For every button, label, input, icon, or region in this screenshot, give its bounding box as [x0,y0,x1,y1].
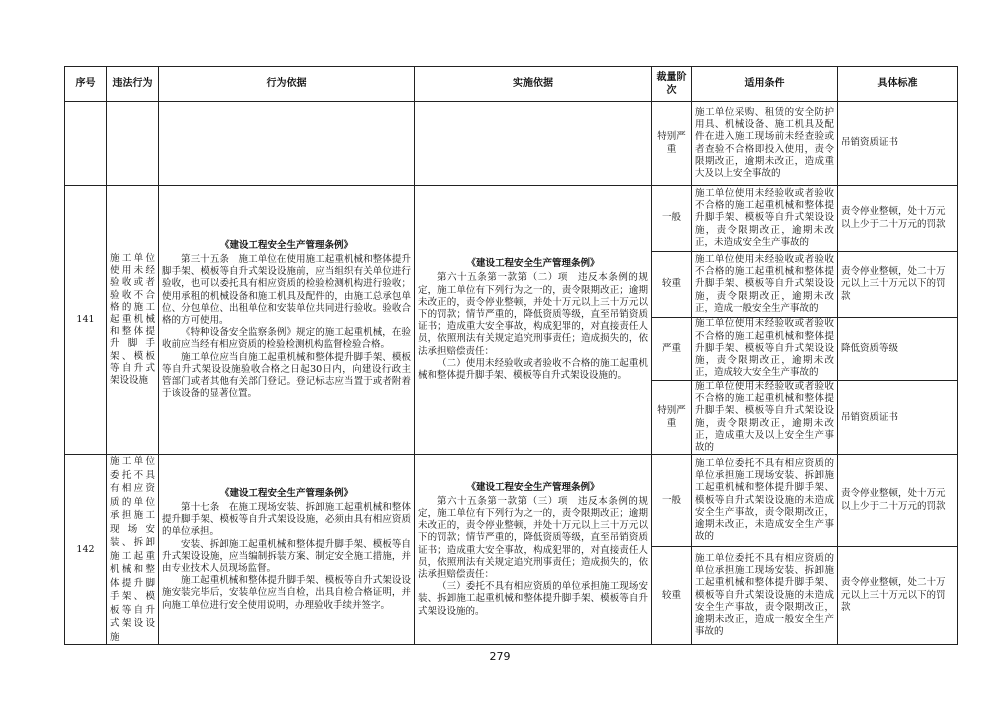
cell-cond: 施工单位委托不具有相应资质的单位承担施工现场安装、拆卸施工起重机械和整体提升脚手架、模板等自升式架设设施的未造成安全生产事故，责令限期改正，逾期未改正，造成一般安全生产事故的 [692,547,838,645]
header-basis: 行为依据 [159,67,415,102]
cell-cond: 施工单位使用未经验收或者验收不合格的施工起重机械和整体提升脚手架、模板等自升式架设设施，责令限期改正，逾期未改正，造成较大安全生产事故的 [692,318,838,381]
behavior-text: 施工单位委托不具有相应资质的单位承担施工现场安装、拆卸施工起重机械和整体提升脚手架、模板等自升式架设设施 [107,455,159,645]
cell-impl [415,102,652,186]
header-behavior: 违法行为 [107,67,159,102]
basis-paragraph: 安装、拆卸施工起重机械和整体提升脚手架、模板等自升式架设设施，应当编制拆装方案、制定安全施工措施，并由专业技术人员现场监督。 [162,538,411,574]
cell-cond: 施工单位使用未经验收或者验收不合格的施工起重机械和整体提升脚手架、模板等自升式架设设施，责令限期改正，逾期未改正，造成重大及以上安全生产事故的 [692,381,838,455]
penalty-table [64,66,958,645]
behavior-text: 施工单位使用未经验收或者验收不合格的施工起重机械和整体提升脚手架、模板等自升式架设设施 [107,186,159,455]
cell-no [65,102,107,186]
header-cond: 适用条件 [692,67,838,102]
impl-title: 《建设工程安全生产管理条例》 [466,481,600,493]
cell-std: 降低资质等级 [838,318,958,381]
row-number: 141 [65,186,107,455]
table-row [65,455,958,547]
cell-cond: 施工单位使用未经验收或者验收不合格的施工起重机械和整体提升脚手架、模板等自升式架设设施，责令限期改正，逾期未改正，未造成安全生产事故的 [692,186,838,252]
impl-text [415,455,652,645]
basis-paragraph: 《特种设备安全监察条例》规定的施工起重机械，在验收前应当经有相应资质的检验检测机构监督检验合格。 [162,327,411,351]
impl-paragraph: 第六十五条第一款第（三）项 违反本条例的规定，施工单位有下列行为之一的，责令限期改正；逾期未改正的，责令停业整顿，并处十万元以上三十万元以下的罚款；情节严重的，降低资质等级，直至吊销资质证书；造成重大安全事故，构成犯罪的，对直接责任人员，依照刑法有关规定追究刑事责任；造成损失的，依法承担赔偿责任： [418,495,648,581]
cell-level: 特别严重 [652,381,692,455]
header-no: 序号 [65,67,107,102]
cell-std: 责令停业整顿，处二十万元以上三十万元以下的罚款 [838,547,958,645]
impl-paragraph: （三）委托不具有相应资质的单位承担施工现场安装、拆卸施工起重机械和整体提升脚手架、模板等自升式架设设施的。 [418,581,648,617]
cell-std: 吊销资质证书 [838,102,958,186]
basis-paragraph: 第十七条 在施工现场安装、拆卸施工起重机械和整体提升脚手架、模板等自升式架设设施，必须由具有相应资质的单位承担。 [162,501,411,538]
basis-paragraph: 施工起重机械和整体提升脚手架、模板等自升式架设设施安装完毕后，安装单位应当自检，出具自检合格证明，并向施工单位进行安全使用说明，办理验收手续并签字。 [162,575,411,611]
impl-paragraph: （二）使用未经验收或者验收不合格的施工起重机械和整体提升脚手架、模板等自升式架设设施的。 [418,357,648,381]
table-row [65,102,958,186]
header-impl: 实施依据 [415,67,652,102]
impl-title: 《建设工程安全生产管理条例》 [466,258,600,270]
cell-cond: 施工单位采购、租赁的安全防护用具、机械设备、施工机具及配件在进入施工现场前未经查验或者查验不合格即投入使用，责令限期改正，逾期未改正，造成重大及以上安全事故的 [692,102,838,186]
basis-title: 《建设工程安全生产管理条例》 [219,239,353,251]
basis-text [159,186,415,455]
cell-basis [159,102,415,186]
cell-level: 一般 [652,186,692,252]
cell-level: 较重 [652,252,692,318]
cell-std: 吊销资质证书 [838,381,958,455]
impl-text [415,186,652,455]
cell-std: 责令停业整顿，处二十万元以上三十万元以下的罚款 [838,252,958,318]
cell-std: 责令停业整顿，处十万元以上少于二十万元的罚款 [838,186,958,252]
basis-text [159,455,415,645]
cell-level: 一般 [652,455,692,547]
header-level: 裁量阶次 [652,67,692,102]
table-row [65,186,958,252]
header-std: 具体标准 [838,67,958,102]
cell-std: 责令停业整顿，处十万元以上少于二十万元的罚款 [838,455,958,547]
cell-cond: 施工单位使用未经验收或者验收不合格的施工起重机械和整体提升脚手架、模板等自升式架设设施，责令限期改正，逾期未改正，造成一般安全生产事故的 [692,252,838,318]
cell-cond: 施工单位委托不具有相应资质的单位承担施工现场安装、拆卸施工起重机械和整体提升脚手架、模板等自升式架设设施的未造成安全生产事故，责令限期改正，逾期未改正，未造成安全生产事故的 [692,455,838,547]
impl-paragraph: 第六十五条第一款第（二）项 违反本条例的规定，施工单位有下列行为之一的，责令限期改正；逾期未改正的，责令停业整顿，并处十万元以上三十万元以下的罚款；情节严重的，降低资质等级，直至吊销资质证书；造成重大安全事故，构成犯罪的，对直接责任人员，依照刑法有关规定追究刑事责任；造成损失的，依法承担赔偿责任： [418,272,648,357]
basis-paragraph: 第三十五条 施工单位在使用施工起重机械和整体提升脚手架、模板等自升式架设设施前，应当组织有关单位进行验收，也可以委托具有相应资质的检验检测机构进行验收；使用承租的机械设备和施工机具及配件的，由施工总承包单位、分包单位、出租单位和安装单位共同进行验收。验收合格的方可使用。 [162,253,411,326]
cell-behavior [107,102,159,186]
page-number: 279 [489,650,511,663]
cell-level: 特别严重 [652,102,692,186]
basis-title: 《建设工程安全生产管理条例》 [219,487,353,499]
basis-paragraph: 施工单位应当自施工起重机械和整体提升脚手架、模板等自升式架设设施验收合格之日起30日内，向建设行政主管部门或者其他有关部门登记。登记标志应当置于或者附着于该设备的显著位置。 [162,351,411,400]
cell-level: 较重 [652,547,692,645]
cell-level: 严重 [652,318,692,381]
row-number: 142 [65,455,107,645]
header-row [65,67,958,102]
